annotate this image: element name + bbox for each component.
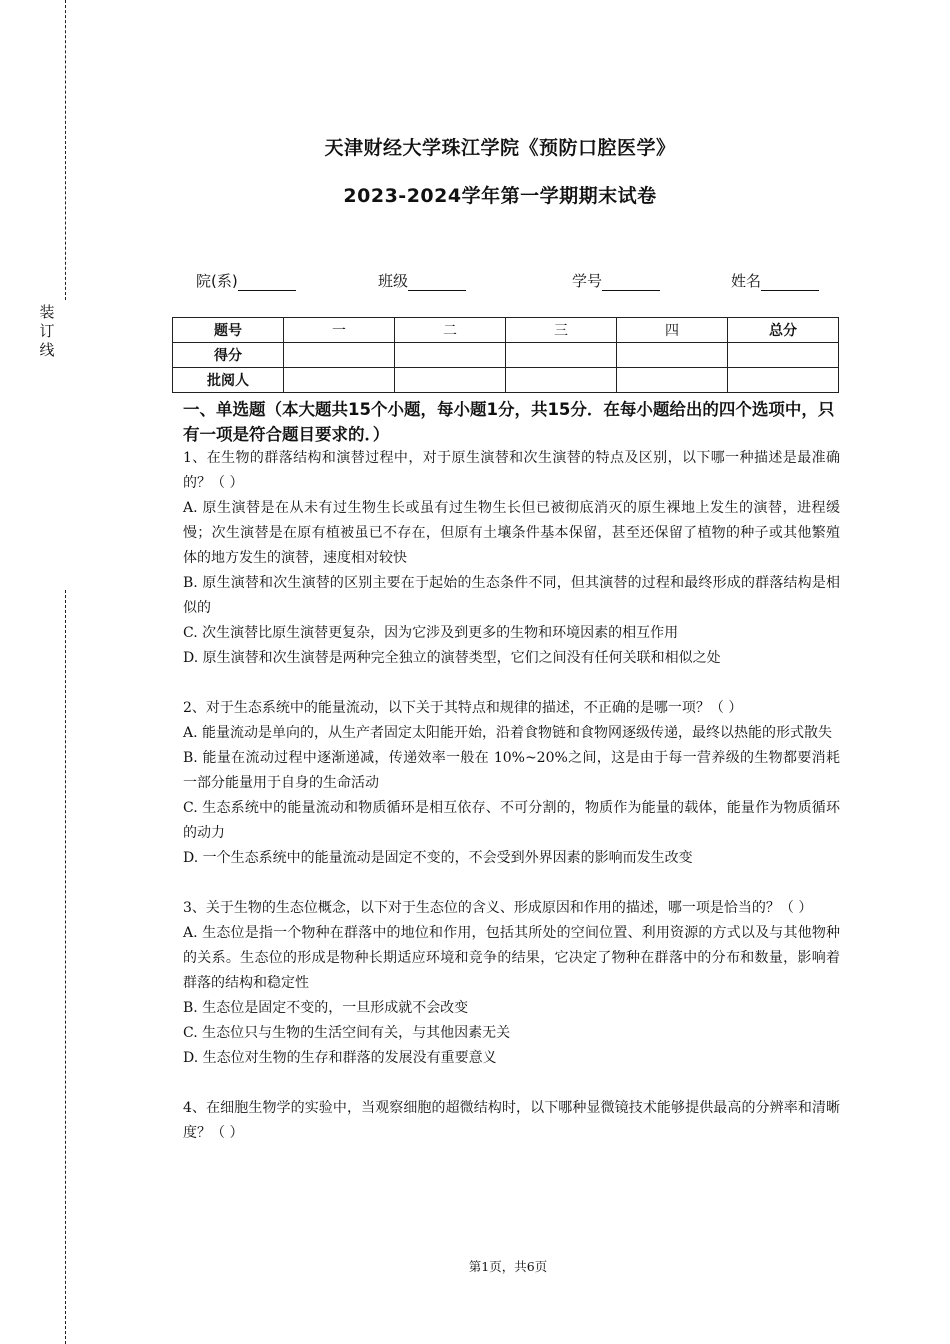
score-table-header-cell: 四 xyxy=(617,318,728,343)
grader-cell xyxy=(284,368,395,393)
name-label: 姓名 xyxy=(731,272,762,290)
question-item xyxy=(183,696,840,871)
class-label: 班级 xyxy=(378,272,409,290)
score-cell xyxy=(728,343,839,368)
score-cell xyxy=(617,343,728,368)
name-blank xyxy=(761,274,819,291)
class-blank xyxy=(408,274,466,291)
score-table xyxy=(172,317,839,393)
question-option: C. 生态位只与生物的生活空间有关，与其他因素无关 xyxy=(183,1025,511,1041)
question-stem: 2、对于生态系统中的能量流动，以下关于其特点和规律的描述，不正确的是哪一项？（ ） xyxy=(183,700,743,716)
question-option: C. 次生演替比原生演替更复杂，因为它涉及到更多的生物和环境因素的相互作用 xyxy=(183,625,679,641)
name-field xyxy=(731,270,819,291)
score-table-header-cell: 二 xyxy=(395,318,506,343)
score-cell xyxy=(284,343,395,368)
grader-row-label: 批阅人 xyxy=(173,368,284,393)
exam-title-line1: 天津财经大学珠江学院《预防口腔医学》 xyxy=(324,137,676,159)
grader-cell xyxy=(506,368,617,393)
exam-title-line2: 2023-2024学年第一学期期末试卷 xyxy=(343,185,657,207)
binding-dashed-line-bottom xyxy=(65,590,66,1344)
question-item xyxy=(183,446,840,671)
section-heading: 一、单选题（本大题共15个小题，每小题1分，共15分．在每小题给出的四个选项中，只有一项是符合题目要求的．） xyxy=(183,400,835,444)
score-table-header-cell: 一 xyxy=(284,318,395,343)
question-option: A. 原生演替是在从未有过生物生长或虽有过生物生长但已被彻底消灭的原生裸地上发生的演替，进程缓慢；次生演替是在原有植被虽已不存在，但原有土壤条件基本保留，甚至还保留了植物的种子或其他繁殖体的地方发生的演替，速度相对较快 xyxy=(183,500,840,566)
score-table-header-cell: 总分 xyxy=(728,318,839,343)
department-label: 院(系) xyxy=(196,272,238,290)
question-option: D. 生态位对生物的生存和群落的发展没有重要意义 xyxy=(183,1050,497,1066)
page-number: 第1页，共6页 xyxy=(468,1259,548,1274)
score-table-header-cell: 题号 xyxy=(173,318,284,343)
question-option: D. 原生演替和次生演替是两种完全独立的演替类型，它们之间没有任何关联和相似之处 xyxy=(183,650,721,666)
score-table-header-cell: 三 xyxy=(506,318,617,343)
question-option: B. 能量在流动过程中逐渐递减，传递效率一般在 10%~20%之间，这是由于每一营养级的生物都要消耗一部分能量用于自身的生命活动 xyxy=(183,750,840,791)
question-option: C. 生态系统中的能量流动和物质循环是相互依存、不可分割的，物质作为能量的载体，能量作为物质循环的动力 xyxy=(183,800,840,841)
score-table-header-row xyxy=(173,318,839,343)
student-info-row xyxy=(0,270,950,292)
department-blank xyxy=(238,274,296,291)
student-id-blank xyxy=(602,274,660,291)
binding-line-label: 装订线 xyxy=(39,303,55,359)
question-option: A. 能量流动是单向的，从生产者固定太阳能开始，沿着食物链和食物网逐级传递，最终以热能的形式散失 xyxy=(183,725,833,741)
grader-cell xyxy=(728,368,839,393)
grader-cell xyxy=(617,368,728,393)
score-cell xyxy=(506,343,617,368)
grader-row xyxy=(173,368,839,393)
department-field xyxy=(196,270,296,291)
question-option: B. 生态位是固定不变的，一旦形成就不会改变 xyxy=(183,1000,469,1016)
question-option: D. 一个生态系统中的能量流动是固定不变的，不会受到外界因素的影响而发生改变 xyxy=(183,850,693,866)
question-stem: 4、在细胞生物学的实验中，当观察细胞的超微结构时，以下哪种显微镜技术能够提供最高的分辨率和清晰度？（ ） xyxy=(183,1100,840,1141)
question-stem: 1、在生物的群落结构和演替过程中，对于原生演替和次生演替的特点及区别，以下哪一种描述是最准确的？（ ） xyxy=(183,450,840,491)
score-cell xyxy=(395,343,506,368)
student-id-label: 学号 xyxy=(572,272,603,290)
question-list xyxy=(183,446,840,1171)
question-item xyxy=(183,896,840,1071)
grader-cell xyxy=(395,368,506,393)
student-id-field xyxy=(572,270,660,291)
question-item xyxy=(183,1096,840,1146)
score-row-label: 得分 xyxy=(173,343,284,368)
score-row xyxy=(173,343,839,368)
class-field xyxy=(378,270,466,291)
question-option: B. 原生演替和次生演替的区别主要在于起始的生态条件不同，但其演替的过程和最终形成的群落结构是相似的 xyxy=(183,575,840,616)
question-option: A. 生态位是指一个物种在群落中的地位和作用，包括其所处的空间位置、利用资源的方式以及与其他物种的关系。生态位的形成是物种长期适应环境和竞争的结果，它决定了物种在群落中的分布和数量，影响着群落的结构和稳定性 xyxy=(183,925,840,991)
question-stem: 3、关于生物的生态位概念，以下对于生态位的含义、形成原因和作用的描述，哪一项是恰当的？（ ） xyxy=(183,900,813,916)
